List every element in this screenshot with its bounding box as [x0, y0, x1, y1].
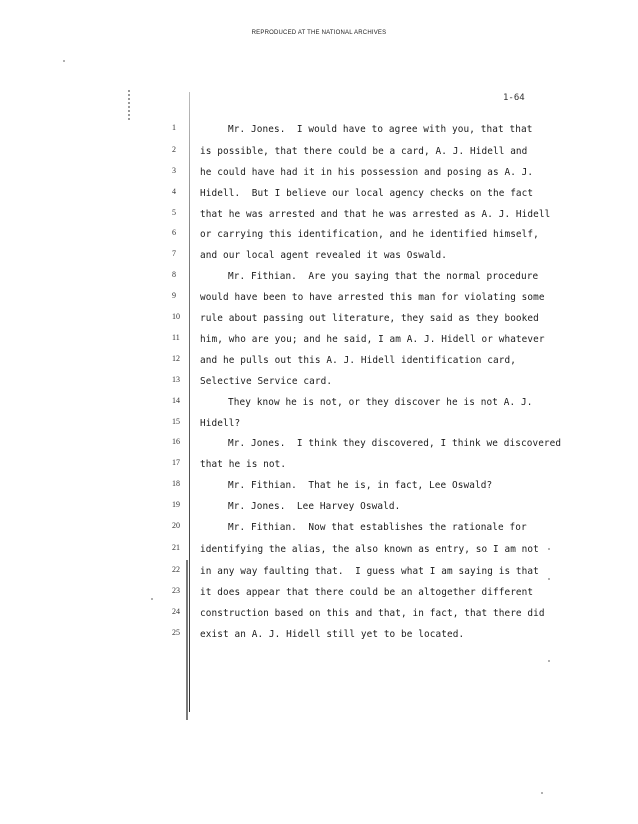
transcript-line: rule about passing out literature, they said as they booked	[200, 313, 539, 324]
transcript-line: construction based on this and that, in fact, that there did	[200, 608, 545, 619]
line-number: 24	[172, 607, 180, 616]
transcript-line: They know he is not, or they discover he is not A. J.	[228, 397, 533, 408]
transcript-line: that he is not.	[200, 459, 287, 470]
transcript-line: is possible, that there could be a card, A. J. Hidell and	[200, 146, 528, 157]
line-number: 23	[172, 586, 180, 595]
line-number: 16	[172, 437, 180, 446]
transcript-line: and he pulls out this A. J. Hidell identification card,	[200, 355, 516, 366]
transcript-line: Hidell. But I believe our local agency checks on the fact	[200, 188, 534, 199]
margin-rule	[189, 92, 190, 712]
transcript-line: would have been to have arrested this man for violating some	[200, 292, 545, 303]
line-number: 20	[172, 521, 180, 530]
line-number: 6	[172, 228, 176, 237]
line-number: 25	[172, 628, 180, 637]
line-number: 22	[172, 565, 180, 574]
transcript-line: Selective Service card.	[200, 376, 333, 387]
line-number: 14	[172, 396, 180, 405]
line-number: 11	[172, 333, 180, 342]
line-number: 1	[172, 123, 176, 132]
line-number: 12	[172, 354, 180, 363]
transcript-line: Mr. Fithian. That he is, in fact, Lee Oswald?	[228, 480, 493, 491]
line-number: 2	[172, 145, 176, 154]
line-number: 9	[172, 291, 176, 300]
archive-stamp: REPRODUCED AT THE NATIONAL ARCHIVES	[251, 30, 387, 36]
transcript-line: him, who are you; and he said, I am A. J. Hidell or whatever	[200, 334, 545, 345]
line-number: 7	[172, 249, 176, 258]
transcript-line: he could have had it in his possession and posing as A. J.	[200, 167, 534, 178]
transcript-line: in any way faulting that. I guess what I am saying is that	[200, 566, 539, 577]
transcript-line: Hidell?	[200, 418, 241, 429]
line-number: 17	[172, 458, 180, 467]
line-number: 19	[172, 500, 180, 509]
line-number: 21	[172, 543, 180, 552]
line-number: 8	[172, 270, 176, 279]
transcript-line: Mr. Fithian. Now that establishes the rationale for	[228, 522, 527, 533]
line-number: 18	[172, 479, 180, 488]
margin-rule-dark	[186, 560, 188, 720]
line-number: 10	[172, 312, 180, 321]
transcript-line: and our local agent revealed it was Oswald.	[200, 250, 448, 261]
transcript-line: or carrying this identification, and he identified himself,	[200, 229, 539, 240]
transcript-line: Mr. Fithian. Are you saying that the normal procedure	[228, 271, 539, 282]
line-number: 13	[172, 375, 180, 384]
transcript-line: Mr. Jones. I think they discovered, I think we discovered	[228, 438, 562, 449]
page-number: 1-64	[503, 93, 525, 103]
transcript-line: it does appear that there could be an altogether different	[200, 587, 534, 598]
transcript-line: Mr. Jones. Lee Harvey Oswald.	[228, 501, 401, 512]
transcript-line: that he was arrested and that he was arrested as A. J. Hidell	[200, 209, 551, 220]
transcript-line: exist an A. J. Hidell still yet to be located.	[200, 629, 465, 640]
line-number: 4	[172, 187, 176, 196]
line-number: 15	[172, 417, 180, 426]
transcript-line: identifying the alias, the also known as entry, so I am not	[200, 544, 539, 555]
transcript-line: Mr. Jones. I would have to agree with you, that that	[228, 124, 533, 135]
line-number: 3	[172, 166, 176, 175]
left-margin-marks	[128, 90, 130, 120]
line-number: 5	[172, 208, 176, 217]
